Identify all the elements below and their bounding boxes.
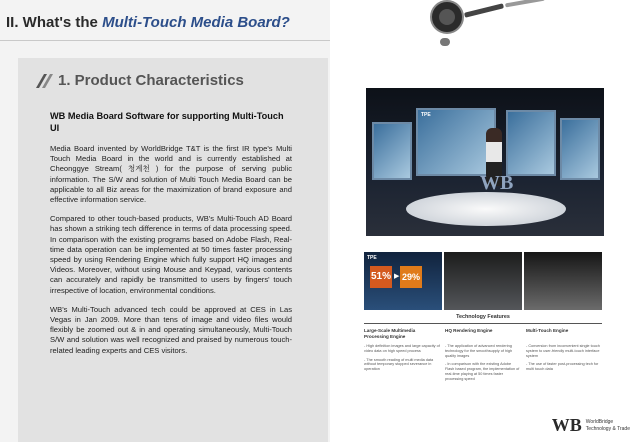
content-subheading: WB Media Board Software for supporting Multi-Touch UI [50,111,284,133]
thumbnail-photo [524,252,602,310]
page-title-accent: Multi-Touch Media Board? [102,14,290,31]
feature-heading: Large-Scale Multimedia Processing Engine [364,328,416,339]
stat-badge: 29% [400,266,422,288]
thumbnail-photo [444,252,522,310]
right-page [330,0,638,442]
page-title-prefix: II. What's the [6,14,103,31]
wb-logo: WB [480,172,514,194]
features-title: Technology Features [456,314,510,320]
technology-features [364,314,602,386]
footer-company-name [586,419,630,432]
paragraph: Media Board invented by WorldBridge T&T is the first IR type's Multi Touch Media Board in the world and is currently established at Cheonggye Stream( 청계천 ) for the purpose of serving public information. The S/W and solution of Multi Touch Media Board can be applicable to all Biz areas for the maximization of brand exposure and effective information service. [50,144,292,205]
feature-heading: Multi-Touch Engine [526,328,569,333]
thumbnail-label: TPE [367,255,377,261]
feature-item: - The use of faster post-processing tech for multi touch data [526,362,599,372]
feature-item: - Conversion from inconvenient single touch system to user-friendly multi-touch interface system [526,344,600,358]
display-screen [506,110,556,176]
feature-column [526,328,602,386]
compass-icon [430,0,464,34]
feature-column [445,328,521,386]
feature-heading: HQ Rendering Engine [445,328,493,333]
compass-dial [439,9,455,25]
stage-platform [406,192,566,226]
clip-icon [440,38,450,46]
display-screen [372,122,412,180]
company-name-line: Technology & Trade [585,425,630,432]
feature-item: - The application of advanced rendering technology for the smoothsupply of high quality images [445,344,513,358]
page-title [6,14,290,31]
display-screen [416,108,496,176]
product-photo [366,88,604,236]
feature-column [364,328,440,386]
footer-logo: WB [551,415,582,435]
stat-badge: 51% [370,266,392,288]
features-columns [364,328,602,386]
feature-item: - In comparison with the existing Adobe Flash based program, the implementation of real-time playing at 50 times faster processing speed [445,362,520,381]
features-divider [364,323,602,324]
screen-label: TPE [421,112,431,118]
pen-icon [464,3,504,18]
arrow-icon: ▶ [394,273,400,280]
section-title [36,72,244,89]
section-title-text: 1. Product Characteristics [58,72,244,89]
company-name-line: WorldBridge [585,419,614,425]
header-divider [0,40,330,41]
pen-icon [505,0,545,7]
display-screen [560,118,600,180]
paragraph: Compared to other touch-based products, WB's Multi-Touch AD Board has shown a striking tech difference in terms of data processing speed. In comparison with the existing programs based on Adobe Flash, Real-time data operation can be implemented at 50 times faster processing speed by using Rendering Engine which fully support HQ images and Videos. Moreover, without using Mouse and Keypad, various contents can accurately and rapidly be transmitted to users by fingers' touch irrespective of location, environmental conditions. [50,214,292,295]
paragraph: WB's Multi-Touch advanced tech could be approved at CES in Las Vegas in Jan 2009. More than tens of image and video files would flexibly be zoomed out & in and operating simultaneously, Multi-Touch S/W and solution was well recognized and praised by numerous touch-related leading experts and CES visitors. [50,304,292,355]
feature-item: - High definition images and large capacity of video data on high speed process [364,344,440,353]
footer-brand [552,415,630,436]
section-content [50,110,292,365]
thumbnail-photo [364,252,442,310]
section-bullet-icon [36,74,54,88]
feature-item: - The smooth reading of multi media data without temporary stopped severance in operation [364,357,434,372]
content-panel [18,58,328,442]
page-header [0,8,330,38]
